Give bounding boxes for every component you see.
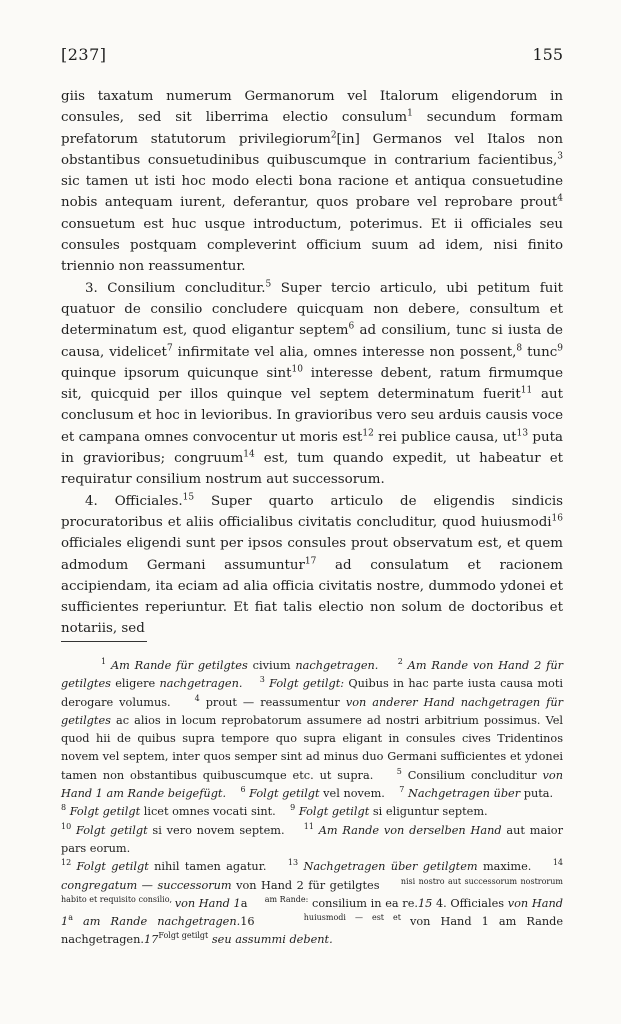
editorial-note: seu assummi debent. <box>208 933 333 947</box>
footnote-text: si vero novem septem. <box>147 823 285 837</box>
text-run: officiales eligendi sunt per ipsos consules prout observatum est, et quem admodum Germani assumuntur <box>61 536 563 573</box>
footnote-text: nihil tamen agatur. <box>148 860 267 874</box>
text-run: sic tamen ut isti hoc modo electi bona racione et antiqua consuetudine nobis antequam iurent, deferantur, quos probare vel reprobare prout <box>61 174 563 211</box>
editorial-note: Am Rande von derselben Hand <box>318 823 502 837</box>
footnote-ref: 4 <box>557 194 563 205</box>
footnote-text: 16 <box>240 915 255 929</box>
footnote-ref: 2 <box>330 130 337 141</box>
text-run: secundum formam prefatorum statutorum privilegiorum <box>61 110 563 147</box>
footnote-number: 3 <box>259 675 265 685</box>
text-run: est, tum quando expedit, ut habeatur et requiratur consilium nostrum aut successorum. <box>61 451 563 488</box>
footnote-number: 2 <box>397 657 403 667</box>
text-run: giis taxatum numerum Germanorum vel Italorum eligendorum in consules, sed sit liberrima electio consulum <box>61 89 563 126</box>
footnote-text: von Hand 1 am Rande nachgetragen. <box>61 915 564 947</box>
text-run: rei publice causa, ut <box>373 429 517 445</box>
footnote-text: si eliguntur septem. <box>369 805 488 819</box>
editorial-note: Folgt getilgt <box>298 805 370 819</box>
footnote-ref: 15 <box>182 492 195 503</box>
footnote-text: 4. Officiales <box>432 896 508 910</box>
footnote-text: prout — reassumentur <box>199 695 346 709</box>
footnotes <box>61 657 563 950</box>
footnote-ref: 6 <box>348 321 355 332</box>
footnote-text: aut maior pars eorum. <box>61 823 563 855</box>
text-run: [in] Germanos vel Italos non obstantibus consuetudinibus quibuscumque in contrarium facientibus, <box>61 131 563 168</box>
footnote-text: puta. <box>520 787 554 801</box>
text-run: infirmitate vel alia, omnes interesse non possent, <box>172 344 517 360</box>
footnote-text: licet omnes vocati sint. <box>140 805 276 819</box>
footnote-number: 6 <box>240 785 246 795</box>
editorial-note: am Rande nachgetragen. <box>72 915 241 929</box>
footnote-number: 13 <box>287 858 299 868</box>
paragraph-3 <box>61 491 563 640</box>
footnote-text: civium <box>247 659 296 672</box>
editorial-note: Folgt getilgt: <box>269 677 345 691</box>
footnote-ref: 11 <box>520 385 533 396</box>
text-run: consuetum est huc usque introductum, poterimus. Et ii officiales seu consules postquam compleverint officium suum ad idem, nisi finito triennio non reassumentur. <box>61 216 563 275</box>
footnote-ref: 14 <box>243 449 255 460</box>
footnote-number: 5 <box>396 767 402 777</box>
text-run: aut conclusum et hoc in levioribus. In gravioribus vero seu arduis causis voce et campana omnes convocentur ut moris est <box>61 387 564 445</box>
footnote-ref: 9 <box>557 343 563 354</box>
editorial-note: Am Rande für getilgtes <box>110 659 248 672</box>
footnote-number: 12 <box>61 858 72 868</box>
footnote-text: ac alios in locum reprobatorum assumere ad nostri arbitrium possimus. Vel quod hii de quibus supra tempore quo supra eligant in consules cives Tridentinos novem vel septem, inter quos semper sint ad minus duo Germani sufficientes et ydonei tamen non obstantibus quibuscumque etc. ut supra. <box>61 713 563 782</box>
footnote-ref: 1 <box>407 108 413 119</box>
footnote-text: consilium in ea re. <box>308 896 418 910</box>
paragraph-1 <box>61 86 563 278</box>
editorial-note: Am Rande von Hand 2 für getilgtes <box>61 659 563 691</box>
footnote-number: 10 <box>61 821 72 831</box>
footnote-ref: 3 <box>557 151 563 162</box>
editorial-note: Folgt getilgt <box>76 860 149 874</box>
footnote-number: am Rande: <box>262 895 309 905</box>
editorial-note: von Hand 1 <box>174 896 241 910</box>
editorial-note: nachgetragen. <box>159 677 243 691</box>
footnote-text: eligere <box>110 677 160 691</box>
footnote-ref: 16 <box>551 513 563 524</box>
section-heading: 3. Consilium concluditur. <box>85 280 266 296</box>
editorial-note: Folgt getilgt <box>75 823 148 837</box>
text-run: ad consilium, tunc si iusta de causa, videlicet <box>61 323 563 360</box>
footnote-text: von Hand 2 für getilgtes <box>236 878 380 892</box>
footnote-block <box>61 657 563 950</box>
footnote-text: Quibus in hac parte iusta causa moti derogare volumus. <box>61 677 563 709</box>
footnote-ref: 17 <box>304 556 317 567</box>
footnote-ref: 10 <box>291 364 303 375</box>
footnote-number: 14 <box>552 858 564 868</box>
text-run: interesse debent, ratum firmumque sit, quicquid per illos quinque vel septem determinatum fuerit <box>61 365 564 403</box>
footnote-number: 7 <box>399 785 405 795</box>
footnote-number: huiusmodi — est et <box>294 913 410 923</box>
footnote-ref: 5 <box>265 279 272 290</box>
footnote-number: nisi nostro aut successorum nostrorum habito et requisito consilio, <box>61 876 563 905</box>
text-run: puta in gravioribus; congruum <box>61 429 563 467</box>
footnote-text: vel novem. <box>319 787 385 801</box>
footnote-number: 8 <box>61 803 67 813</box>
footnote-ref: 7 <box>166 343 173 354</box>
page-number: 155 <box>532 45 563 64</box>
editorial-note: Folgt getilgt <box>69 805 141 819</box>
editorial-note: 17 <box>144 933 159 947</box>
text-run: quinque ipsorum quicunque sint <box>61 365 292 381</box>
footnote-separator <box>61 641 147 642</box>
section-heading: 4. Officiales. <box>85 493 183 509</box>
text-run: ad consulatum et racionem accipiendam, ita eciam ad alia officia civitatis nostre, dummodo ydonei et sufficientes reperiuntur. Et fiat talis electio non solum de doctoribus et notariis, sed <box>61 557 563 637</box>
editorial-note: von Hand 1 <box>61 896 563 929</box>
footnote-superscript: Folgt getilgt <box>158 931 209 941</box>
footnote-ref: 12 <box>362 428 374 439</box>
paragraph-2 <box>61 278 563 491</box>
footnote-ref: 8 <box>516 343 523 354</box>
editorial-note: von Hand 1 am Rande beigefügt. <box>61 768 563 801</box>
editorial-note: Folgt getilgt <box>249 787 320 801</box>
editorial-note: 15 <box>417 896 433 910</box>
footnote-number: 9 <box>290 803 296 813</box>
footnote-number: 11 <box>303 821 314 831</box>
editorial-note: Nachgetragen über <box>407 787 521 801</box>
main-text <box>61 86 563 640</box>
text-run: Super quarto articulo de eligendis sindicis procuratoribus et aliis officialibus civitatis concluditur, quod huiusmodi <box>61 493 563 530</box>
text-run: Super tercio articulo, ubi petitum fuit quatuor de consilio concludere quicquam non debere, consultum et determinatum est, quod eligantur septem <box>61 280 563 339</box>
editorial-note: von anderer Hand nachgetragen für getilgtes <box>61 695 564 727</box>
text-run: tunc <box>522 344 558 360</box>
footnote-text: Consilium concluditur <box>401 768 543 782</box>
footnote-superscript: a <box>68 913 73 923</box>
editorial-note: Nachgetragen über getilgtem <box>303 860 478 874</box>
footnote-text: a <box>240 896 248 910</box>
footnote-ref: 13 <box>516 428 529 439</box>
page-reference: [237] <box>61 45 107 64</box>
footnote-text: maxime. <box>477 860 532 874</box>
editorial-note: nachgetragen. <box>295 659 379 672</box>
editorial-note: congregatum — successorum <box>61 878 237 892</box>
footnote-number: 1 <box>101 657 107 667</box>
footnote-number: 4 <box>194 693 200 703</box>
